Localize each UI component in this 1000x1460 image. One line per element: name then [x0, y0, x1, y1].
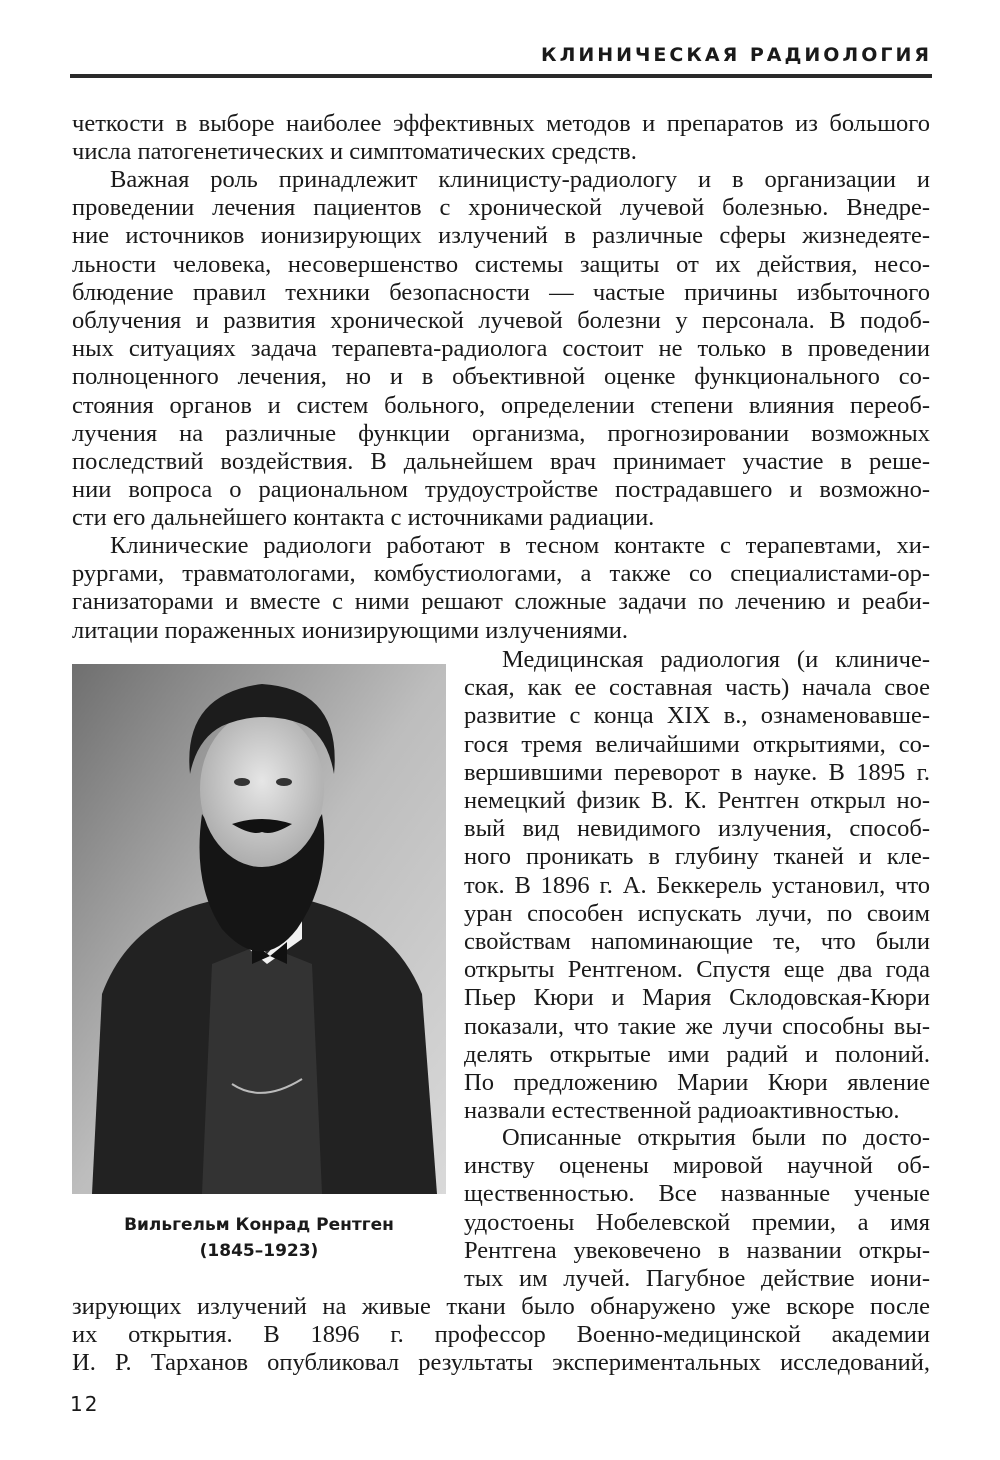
text-line: зирующих излучений на живые ткани было обнаружено уже вскоре после: [72, 1293, 930, 1320]
text-line: числа патогенетических и симптоматических средств.: [72, 138, 637, 166]
text-line: облучения и развития хронической лучевой болезни у персонала. В подоб-: [72, 307, 930, 335]
text-line: Клинические радиологи работают в тесном контакте с терапевтами, хи-: [110, 532, 930, 559]
text-line: ние источников ионизирующих излучений в различные сферы жизнедеяте-: [72, 222, 930, 250]
text-line: вершившими переворот в науке. В 1895 г.: [464, 758, 930, 786]
text-line: уран способен испускать лучи, по своим: [464, 899, 930, 927]
portrait-photo: [72, 664, 446, 1194]
paragraph-5-column: [464, 1124, 930, 1293]
text-line: свойствам напоминающие те, что были: [464, 928, 930, 956]
running-header: КЛИНИЧЕСКАЯ РАДИОЛОГИЯ: [541, 44, 932, 66]
text-line: тых им лучей. Пагубное действие иони-: [464, 1265, 930, 1293]
text-line: щественностью. Все названные ученые: [464, 1180, 930, 1208]
paragraph-4: [464, 646, 930, 1125]
text-line: показали, что такие же лучи способны вы-: [464, 1012, 930, 1040]
text-line: лучения на различные функции организма, прогнозировании возможных: [72, 419, 930, 447]
paragraph-2: [72, 166, 930, 533]
text-line: Медицинская радиология (и клиниче-: [502, 646, 930, 673]
text-line: стояния органов и систем больного, определении степени влияния переоб-: [72, 391, 930, 419]
text-line: рургами, травматологами, комбустиологами, а также со специалистами-ор-: [72, 560, 930, 588]
text-line: делять открытые ими радий и полоний.: [464, 1040, 930, 1068]
photo-caption: [72, 1212, 446, 1264]
text-line: проведении лечения пациентов с хронической лучевой болезнью. Внедре-: [72, 194, 930, 222]
paragraph-1: [72, 110, 930, 166]
text-line: немецкий физик В. К. Рентген открыл но-: [464, 787, 930, 815]
text-line: ская, как ее составная часть) начала свое: [464, 674, 930, 702]
caption-name: Вильгельм Конрад Рентген: [124, 1215, 394, 1235]
text-line: ток. В 1896 г. А. Беккерель установил, что: [464, 871, 930, 899]
text-line: И. Р. Тарханов опубликовал результаты экспериментальных исследований,: [72, 1349, 930, 1377]
caption-years: (1845–1923): [199, 1241, 319, 1261]
page-number: 12: [70, 1392, 100, 1416]
text-line: ганизаторами и вместе с ними решают сложные задачи по лечению и реаби-: [72, 588, 930, 616]
text-line: ных ситуациях задача терапевта-радиолога состоит не только в проведении: [72, 335, 930, 363]
text-line: Описанные открытия были по досто-: [502, 1124, 930, 1151]
text-line: Рентгена увековечено в названии откры-: [464, 1236, 930, 1264]
text-line: Важная роль принадлежит клиницисту-радиологу и в организации и: [110, 166, 930, 193]
text-line: блюдение правил техники безопасности — частые причины избыточного: [72, 278, 930, 306]
text-line: нии вопроса о рациональном трудоустройстве пострадавшего и возможно-: [72, 476, 930, 504]
header-rule: [70, 74, 932, 78]
text-line: четкости в выборе наиболее эффективных методов и препаратов из большого: [72, 110, 930, 137]
text-line: льности человека, несовершенство системы защиты от их действия, несо-: [72, 250, 930, 278]
text-line: назвали естественной радиоактивностью.: [464, 1097, 900, 1125]
text-line: ного проникать в глубину тканей и кле-: [464, 843, 930, 871]
text-line: сти его дальнейшего контакта с источниками радиации.: [72, 504, 655, 532]
paragraph-5-full: [72, 1293, 930, 1378]
text-line: По предложению Марии Кюри явление: [464, 1069, 930, 1097]
text-line: инству оценены мировой научной об-: [464, 1152, 930, 1180]
text-line: их открытия. В 1896 г. профессор Военно-медицинской академии: [72, 1321, 930, 1349]
text-line: последствий воздействия. В дальнейшем врач принимает участие в реше-: [72, 448, 930, 476]
text-line: вый вид невидимого излучения, способ-: [464, 815, 930, 843]
text-line: открыты Рентгеном. Спустя еще два года: [464, 956, 930, 984]
paragraph-3: [72, 532, 930, 645]
text-line: Пьер Кюри и Мария Склодовская-Кюри: [464, 984, 930, 1012]
text-line: удостоены Нобелевской премии, а имя: [464, 1208, 930, 1236]
text-line: полноценного лечения, но и в объективной оценке функционального со-: [72, 363, 930, 391]
text-line: гося тремя величайшими открытиями, со-: [464, 730, 930, 758]
text-line: развитие с конца XIX в., ознаменовавше-: [464, 702, 930, 730]
text-line: литации пораженных ионизирующими излучениями.: [72, 616, 628, 644]
